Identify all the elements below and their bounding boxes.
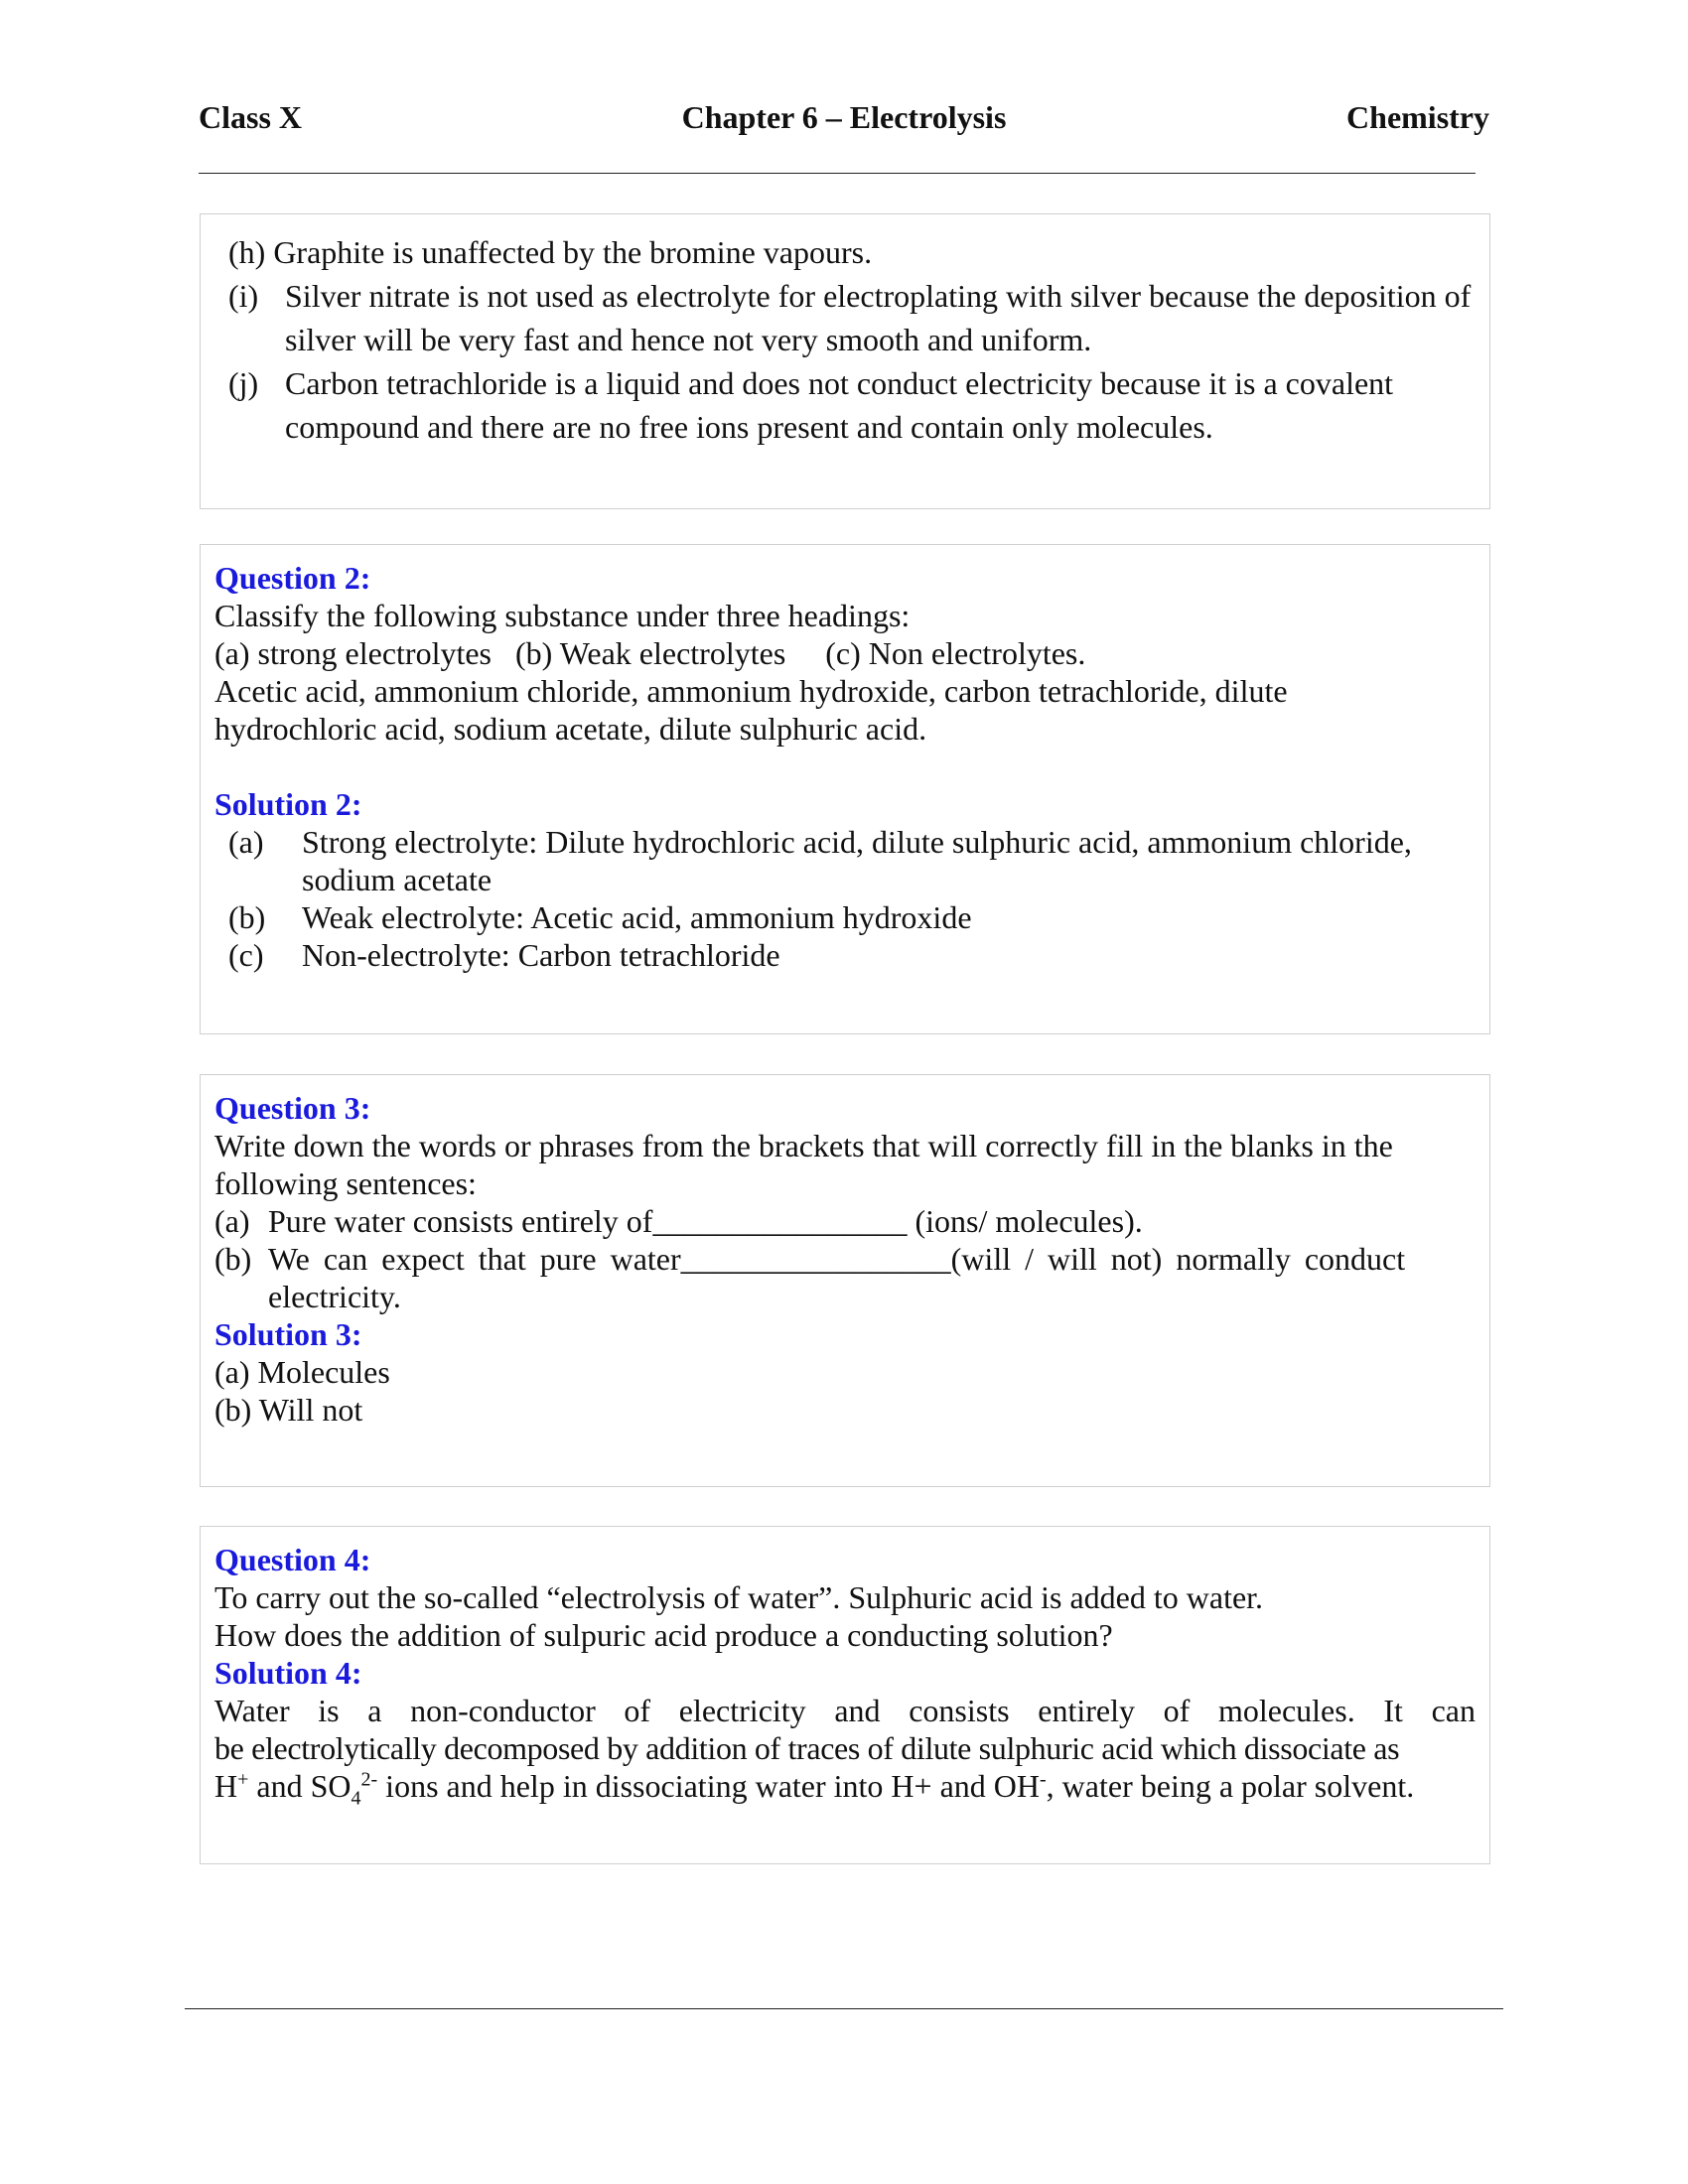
item-label: (c) bbox=[228, 937, 264, 973]
solution-heading: Solution 3: bbox=[214, 1316, 362, 1352]
question-line: Acetic acid, ammonium chloride, ammonium hydroxide, carbon tetrachloride, dilute bbox=[214, 673, 1288, 709]
item-text: We can expect that pure water_________________(will / will not) normally conduct electricity. bbox=[268, 1241, 1406, 1314]
page-header bbox=[199, 99, 1489, 149]
question-intro: Write down the words or phrases from the brackets that will correctly fill in the blanks in the following sentences: bbox=[214, 1128, 1393, 1201]
answer-h: (h) Graphite is unaffected by the bromine vapours. bbox=[228, 234, 873, 270]
question-line: (a) strong electrolytes (b) Weak electrolytes (c) Non electrolytes. bbox=[214, 635, 1086, 671]
hydrogen-symbol: H bbox=[214, 1768, 238, 1804]
question-line: Classify the following substance under three headings: bbox=[214, 598, 911, 633]
item-text: Weak electrolyte: Acetic acid, ammonium hydroxide bbox=[302, 899, 972, 935]
hydroxide-charge: - bbox=[1040, 1768, 1047, 1791]
item-text: Carbon tetrachloride is a liquid and does not conduct electricity because it is a covalent compound and there are no free ions present and contain only molecules. bbox=[285, 365, 1394, 445]
answer-continuation-box bbox=[200, 213, 1490, 509]
question-heading: Question 2: bbox=[214, 560, 371, 596]
question-line: hydrochloric acid, sodium acetate, dilute sulphuric acid. bbox=[214, 711, 927, 747]
answer-item bbox=[228, 361, 1476, 449]
solution-line: (a) Molecules bbox=[214, 1354, 390, 1390]
footer-divider bbox=[185, 2008, 1503, 2009]
item-text: Silver nitrate is not used as electrolyte for electroplating with silver because the deposition of silver will be very fast and hence not very smooth and uniform. bbox=[285, 278, 1472, 357]
question-line: To carry out the so-called “electrolysis of water”. Sulphuric acid is added to water. bbox=[214, 1579, 1264, 1615]
item-label: (a) bbox=[214, 1203, 250, 1239]
header-class: Class X bbox=[199, 99, 303, 135]
question-4-box bbox=[200, 1526, 1490, 1864]
solution-item bbox=[214, 898, 1476, 936]
question-2-box bbox=[200, 544, 1490, 1034]
item-label: (i) bbox=[228, 278, 259, 314]
header-chapter-title: Chapter 6 – Electrolysis bbox=[681, 99, 1007, 135]
text-ions: ions and help in dissociating water into H+ and OH bbox=[377, 1768, 1040, 1804]
solution-item bbox=[214, 936, 1476, 974]
text-end: , water being a polar solvent. bbox=[1046, 1768, 1415, 1804]
item-label: (a) bbox=[228, 824, 264, 860]
solution-line: be electrolytically decomposed by addition of traces of dilute sulphuric acid which dissociate as bbox=[214, 1730, 1400, 1766]
solution-heading: Solution 2: bbox=[214, 786, 362, 822]
question-heading: Question 3: bbox=[214, 1090, 371, 1126]
question-item bbox=[214, 1202, 1476, 1240]
solution-item bbox=[214, 823, 1476, 898]
item-label: (b) bbox=[214, 1241, 252, 1277]
solution-line-formula bbox=[214, 1767, 1476, 1810]
header-divider bbox=[199, 173, 1476, 174]
solution-heading: Solution 4: bbox=[214, 1655, 362, 1691]
question-line: How does the addition of sulpuric acid produce a conducting solution? bbox=[214, 1617, 1113, 1653]
sulphate-charge: 2- bbox=[360, 1768, 378, 1791]
question-item bbox=[214, 1240, 1476, 1315]
solution-line: (b) Will not bbox=[214, 1392, 363, 1428]
hydrogen-charge: + bbox=[237, 1768, 249, 1791]
item-text: Pure water consists entirely of________________ (ions/ molecules). bbox=[268, 1203, 1143, 1239]
question-3-box bbox=[200, 1074, 1490, 1487]
answer-item bbox=[228, 274, 1476, 361]
question-heading: Question 4: bbox=[214, 1542, 371, 1577]
text-and-so: and SO bbox=[248, 1768, 352, 1804]
item-label: (b) bbox=[228, 899, 266, 935]
item-label: (j) bbox=[228, 365, 259, 401]
solution-line: Water is a non-conductor of electricity and consists entirely of molecules. It can bbox=[214, 1693, 1476, 1728]
sulphate-subscript: 4 bbox=[351, 1787, 361, 1810]
item-text: Strong electrolyte: Dilute hydrochloric acid, dilute sulphuric acid, ammonium chloride, sodium acetate bbox=[302, 824, 1412, 897]
item-text: Non-electrolyte: Carbon tetrachloride bbox=[302, 937, 780, 973]
header-subject: Chemistry bbox=[1346, 99, 1489, 135]
